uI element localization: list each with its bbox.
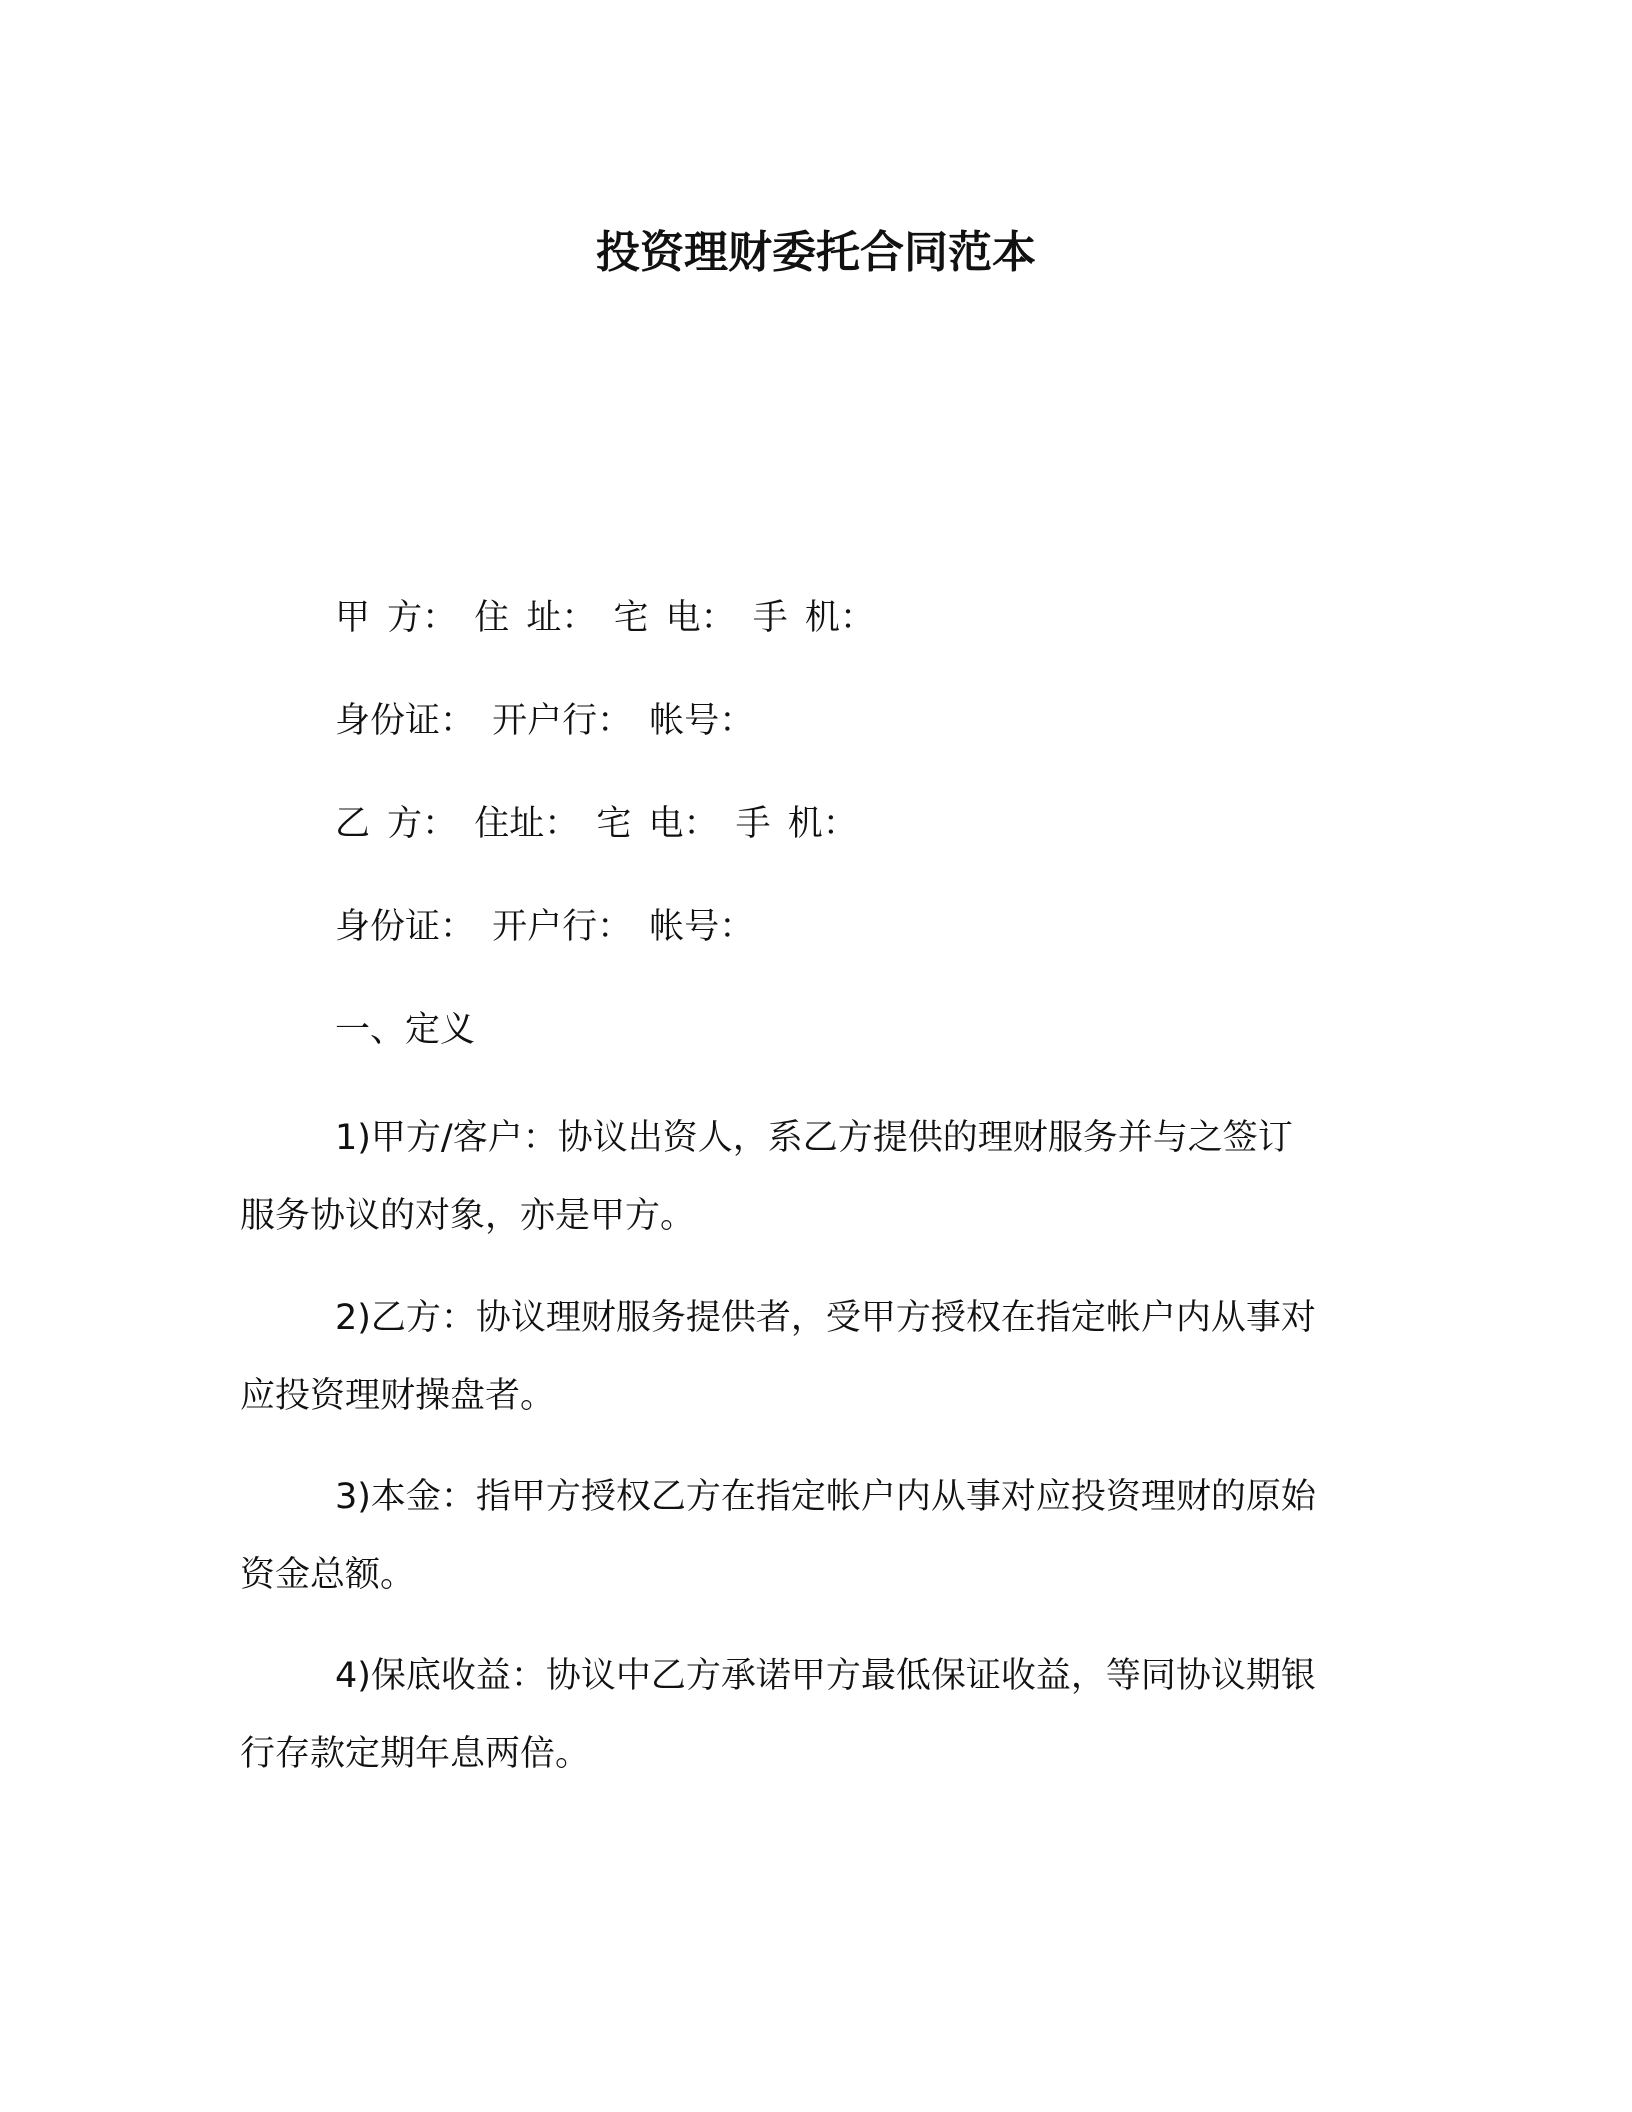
- party-a-line: 甲 方： 住 址： 宅 电： 手 机：: [335, 598, 875, 638]
- definition-line: 应投资理财操盘者。: [240, 1376, 556, 1416]
- definition-item: [240, 1458, 1380, 1614]
- definition-line: 服务协议的对象，亦是甲方。: [240, 1196, 696, 1236]
- definition-line: 2)乙方：协议理财服务提供者，受甲方授权在指定帐户内从事对: [335, 1298, 1316, 1338]
- definition-line: 资金总额。: [240, 1555, 416, 1595]
- section-heading: 一、定义: [335, 1010, 476, 1050]
- party-a-id-line: 身份证： 开户行： 帐号：: [335, 701, 755, 741]
- party-b-id-line: 身份证： 开户行： 帐号：: [335, 907, 755, 947]
- definition-line: 行存款定期年息两倍。: [240, 1734, 591, 1774]
- definition-line: 1)甲方/客户：协议出资人，系乙方提供的理财服务并与之签订: [335, 1118, 1293, 1158]
- definition-line: 4)保底收益：协议中乙方承诺甲方最低保证收益，等同协议期银: [335, 1656, 1316, 1696]
- definition-item: [240, 1279, 1380, 1435]
- definition-line: 3)本金：指甲方授权乙方在指定帐户内从事对应投资理财的原始: [335, 1477, 1316, 1517]
- party-b-line: 乙 方： 住址： 宅 电： 手 机：: [335, 804, 858, 844]
- document-title: 投资理财委托合同范本: [596, 227, 1036, 278]
- definition-item: [240, 1099, 1380, 1255]
- definition-item: [240, 1637, 1380, 1793]
